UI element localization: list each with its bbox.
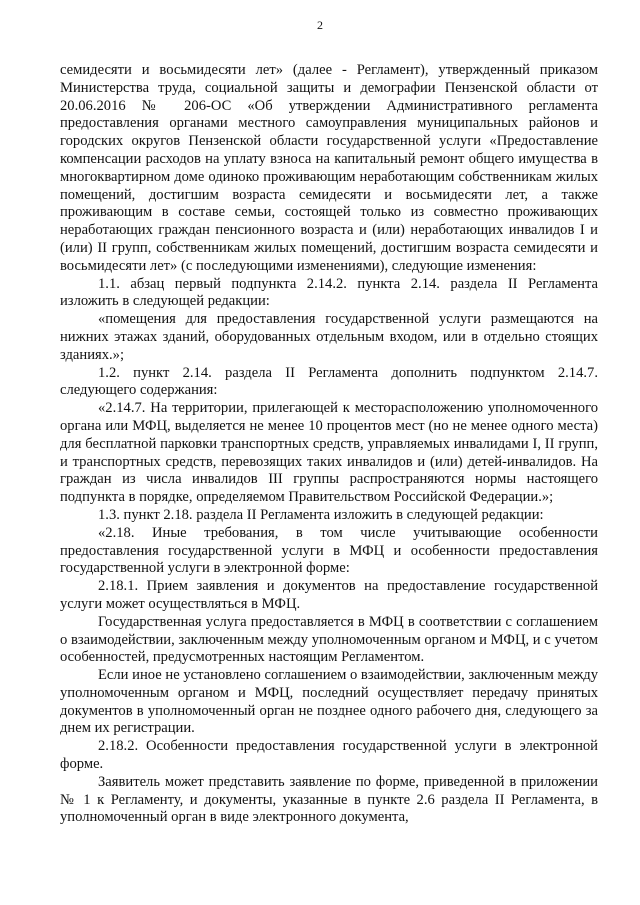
paragraph-mfc-transfer: Если иное не установлено соглашением о взаимодействии, заключенным между уполномоченным органом и МФЦ, последний осуществляет передачу принятых документов в уполномоченный орган не позднее одного рабочего дня, следующего за днем их регистрации. [60, 667, 598, 737]
paragraph-item-1-1: 1.1. абзац первый подпункта 2.14.2. пункта 2.14. раздела II Регламента изложить в следующей редакции: [60, 275, 598, 310]
paragraph-mfc-agreement: Государственная услуга предоставляется в МФЦ в соответствии с соглашением о взаимодействии, заключенным между уполномоченным органом и МФЦ, и с учетом особенностей, предусмотренных настоящим Регламентом. [60, 613, 598, 666]
paragraph-applicant: Заявитель может представить заявление по форме, приведенной в приложении № 1 к Регламенту, и документы, указанные в пункте 2.6 раздела II Регламента, в уполномоченный орган в виде электронного документа, [60, 773, 598, 826]
paragraph-item-1-3: 1.3. пункт 2.18. раздела II Регламента изложить в следующей редакции: [98, 506, 544, 523]
paragraph-quote-premises: «помещения для предоставления государственной услуги размещаются на нижних этажах зданий, оборудованных отдельным входом, или в отдельно стоящих зданиях.»; [60, 311, 598, 363]
paragraph-2-18-2: 2.18.2. Особенности предоставления государственной услуги в электронной форме. [60, 738, 598, 773]
paragraph-quote-2-18: «2.18. Иные требования, в том числе учитывающие особенности предоставления государственной услуги в МФЦ и особенности предоставления государственной услуги в электронной форме: [60, 524, 598, 577]
document-body [60, 62, 598, 827]
page-number: 2 [317, 18, 323, 32]
paragraph-2-18-1: 2.18.1. Прием заявления и документов на предоставление государственной услуги может осуществляться в МФЦ. [60, 578, 598, 612]
paragraph-quote-2-14-7: «2.14.7. На территории, прилегающей к месторасположению уполномоченного органа или МФЦ, выделяется не менее 10 процентов мест (но не менее одного места) для бесплатной парковки транспортных средств, управляемых инвалидами I, II групп, и транспортных средств, перевозящих таких инвалидов и (или) детей-инвалидов. На граждан из числа инвалидов III группы распространяются нормы настоящего подпункта в порядке, определяемом Правительством Российской Федерации.»; [60, 400, 598, 506]
paragraph-item-1-2: 1.2. пункт 2.14. раздела II Регламента дополнить подпунктом 2.14.7. следующего содержания: [60, 364, 598, 399]
paragraph-intro: семидесяти и восьмидесяти лет» (далее - Регламент), утвержденный приказом Министерства труда, социальной защиты и демографии Пензенской области от 20.06.2016 № 206-ОС «Об утверждении Административного регламента предоставления органами местного самоуправления муниципальных районов и городских округов Пензенской области государственной услуги «Предоставление компенсации расходов на уплату взноса на капитальный ремонт общего имущества в многоквартирном доме одиноко проживающим неработающим собственникам жилых помещений, достигшим возраста семидесяти и восьмидесяти лет, а также проживающим в составе семьи, состоящей только из совместно проживающих неработающих граждан пенсионного возраста и (или) неработающих инвалидов I и (или) II групп, собственникам жилых помещений, достигшим возраста семидесяти и восьмидесяти лет» (с последующими изменениями), следующие изменения: [60, 62, 598, 274]
